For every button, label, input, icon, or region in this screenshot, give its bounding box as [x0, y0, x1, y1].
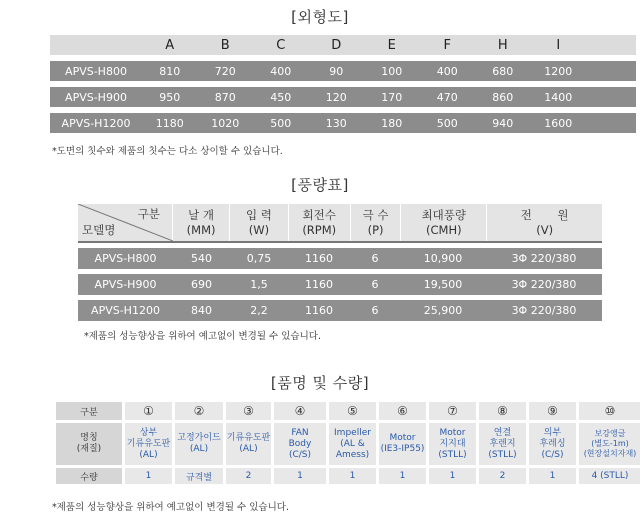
parts-qty: 2	[226, 468, 271, 484]
parts-name: 보강앵글 (별도-1m) (현장설치자재)	[579, 423, 640, 465]
airflow-cell: 6	[371, 252, 379, 265]
dimension-header-i: I	[556, 37, 561, 53]
airflow-header-rpm: 회전수 (RPM)	[288, 204, 350, 241]
airflow-cell: 19,500	[423, 278, 463, 291]
parts-number: ⑧	[479, 402, 526, 420]
airflow-cell: 25,900	[423, 304, 463, 317]
parts-qty: 2	[479, 468, 526, 484]
dimension-row	[50, 61, 636, 81]
parts-name: Motor (IE3-IP55)	[379, 423, 426, 465]
parts-qty-row	[56, 468, 640, 484]
parts-qty: 1	[529, 468, 576, 484]
airflow-row	[78, 248, 602, 269]
airflow-cell: 2,2	[250, 304, 268, 317]
airflow-cell: 1160	[305, 304, 333, 317]
airflow-header-poles: 극 수 (P)	[350, 204, 400, 241]
dimension-header-e: E	[387, 37, 396, 53]
parts-label-category: 구분	[56, 402, 122, 420]
parts-name: FAN Body (C/S)	[274, 423, 326, 465]
airflow-corner-category: 구분	[137, 207, 160, 221]
dimension-cell: 1200	[544, 64, 573, 78]
parts-label-qty: 수량	[56, 468, 122, 484]
dimension-row	[50, 113, 636, 133]
dimension-cell: 400	[270, 64, 292, 78]
dimension-cell: 1020	[211, 116, 240, 130]
airflow-cell: 540	[191, 252, 212, 265]
airflow-cell: 0,75	[246, 252, 272, 265]
parts-name: 의부 후레싱 (C/S)	[529, 423, 576, 465]
dimension-cell: 500	[270, 116, 292, 130]
parts-number: ⑨	[529, 402, 576, 420]
dimension-cell: 100	[381, 64, 403, 78]
airflow-cell: 3Φ 220/380	[511, 304, 577, 317]
airflow-table	[78, 204, 602, 321]
parts-label-name: 명칭 (재질)	[56, 423, 122, 465]
parts-qty: 1	[274, 468, 326, 484]
airflow-cell: APVS-H900	[94, 278, 157, 291]
dimension-cell: 1600	[544, 116, 573, 130]
parts-table	[56, 402, 640, 487]
dimension-header-b: B	[220, 37, 230, 53]
parts-number: ④	[274, 402, 326, 420]
dimension-cell: 1180	[155, 116, 184, 130]
dimension-cell: 950	[159, 90, 181, 104]
parts-name: Motor 지지대 (STLL)	[429, 423, 476, 465]
parts-name-row	[56, 423, 640, 465]
dimension-row	[50, 87, 636, 107]
dimension-header-c: C	[276, 37, 286, 53]
parts-qty: 1	[125, 468, 172, 484]
dimension-cell: 860	[492, 90, 514, 104]
dimension-cell: 130	[325, 116, 347, 130]
parts-name: 기류유도판 (AL)	[226, 423, 271, 465]
parts-number-row	[56, 402, 640, 420]
dimension-cell: 720	[214, 64, 236, 78]
airflow-title: [풍량표]	[291, 176, 349, 194]
parts-name: 고정가이드 (AL)	[175, 423, 223, 465]
parts-number: ①	[125, 402, 172, 420]
airflow-cell: APVS-H800	[94, 252, 157, 265]
parts-number: ⑩	[579, 402, 640, 420]
dimension-cell: 90	[329, 64, 344, 78]
dimension-header-h: H	[497, 37, 508, 53]
dimension-cell: 810	[159, 64, 181, 78]
parts-name: Impeller (AL & Amess)	[329, 423, 376, 465]
parts-qty: 규격별	[175, 468, 223, 484]
airflow-row	[78, 274, 602, 295]
airflow-cell: 6	[371, 278, 379, 291]
parts-qty: 1	[379, 468, 426, 484]
parts-name: 상부 기류유도판 (AL)	[125, 423, 172, 465]
airflow-cell: 6	[371, 304, 379, 317]
dimension-cell: 1400	[544, 90, 573, 104]
dimension-cell: APVS-H1200	[61, 116, 131, 130]
dimension-cell: APVS-H800	[65, 64, 127, 78]
airflow-header-corner	[78, 204, 172, 241]
dimension-cell: 400	[436, 64, 458, 78]
airflow-cell: 1,5	[250, 278, 268, 291]
dimension-note: *도면의 칫수와 제품의 칫수는 다소 상이할 수 있습니다.	[52, 146, 283, 157]
airflow-row	[78, 300, 602, 321]
dimension-cell: 500	[436, 116, 458, 130]
parts-qty: 1	[329, 468, 376, 484]
airflow-cell: 1160	[305, 278, 333, 291]
dimension-cell: 470	[436, 90, 458, 104]
dimension-cell: 680	[492, 64, 514, 78]
dimension-cell: 940	[492, 116, 514, 130]
parts-number: ②	[175, 402, 223, 420]
dimension-header-row	[50, 35, 636, 55]
airflow-corner-model: 모델명	[82, 223, 116, 237]
dimension-cell: 180	[381, 116, 403, 130]
dimension-cell: 170	[381, 90, 403, 104]
airflow-cell: 840	[191, 304, 212, 317]
parts-number: ⑥	[379, 402, 426, 420]
airflow-header-row	[78, 204, 602, 243]
airflow-cell: 3Φ 220/380	[511, 252, 577, 265]
parts-number: ③	[226, 402, 271, 420]
airflow-header-power: 입 력 (W)	[229, 204, 287, 241]
dimension-cell: 120	[325, 90, 347, 104]
dimension-cell: 870	[214, 90, 236, 104]
dimension-cell: APVS-H900	[65, 90, 127, 104]
parts-qty: 1	[429, 468, 476, 484]
airflow-header-blade: 날 개 (MM)	[172, 204, 229, 241]
dimension-header-d: D	[331, 37, 342, 53]
dimension-header-f: F	[443, 37, 451, 53]
airflow-note: *제품의 성능향상을 위하여 예고없이 변경될 수 있습니다.	[84, 331, 321, 342]
airflow-cell: 3Φ 220/380	[511, 278, 577, 291]
airflow-cell: 690	[191, 278, 212, 291]
airflow-header-max-flow: 최대풍량 (CMH)	[400, 204, 486, 241]
airflow-cell: APVS-H1200	[91, 304, 160, 317]
dimension-cell: 450	[270, 90, 292, 104]
dimension-header-a: A	[165, 37, 175, 53]
parts-number: ⑤	[329, 402, 376, 420]
dimension-table	[50, 35, 636, 139]
parts-title: [품명 및 수량]	[270, 374, 370, 392]
airflow-header-voltage: 전 원 (V)	[486, 204, 602, 241]
dimension-title: [외형도]	[291, 8, 349, 26]
parts-number: ⑦	[429, 402, 476, 420]
parts-name: 연결 후렌지 (STLL)	[479, 423, 526, 465]
airflow-cell: 1160	[305, 252, 333, 265]
airflow-cell: 10,900	[423, 252, 463, 265]
parts-qty: 4 (STLL)	[579, 468, 640, 484]
parts-note: *제품의 성능향상을 위하여 예고없이 변경될 수 있습니다.	[52, 502, 289, 513]
